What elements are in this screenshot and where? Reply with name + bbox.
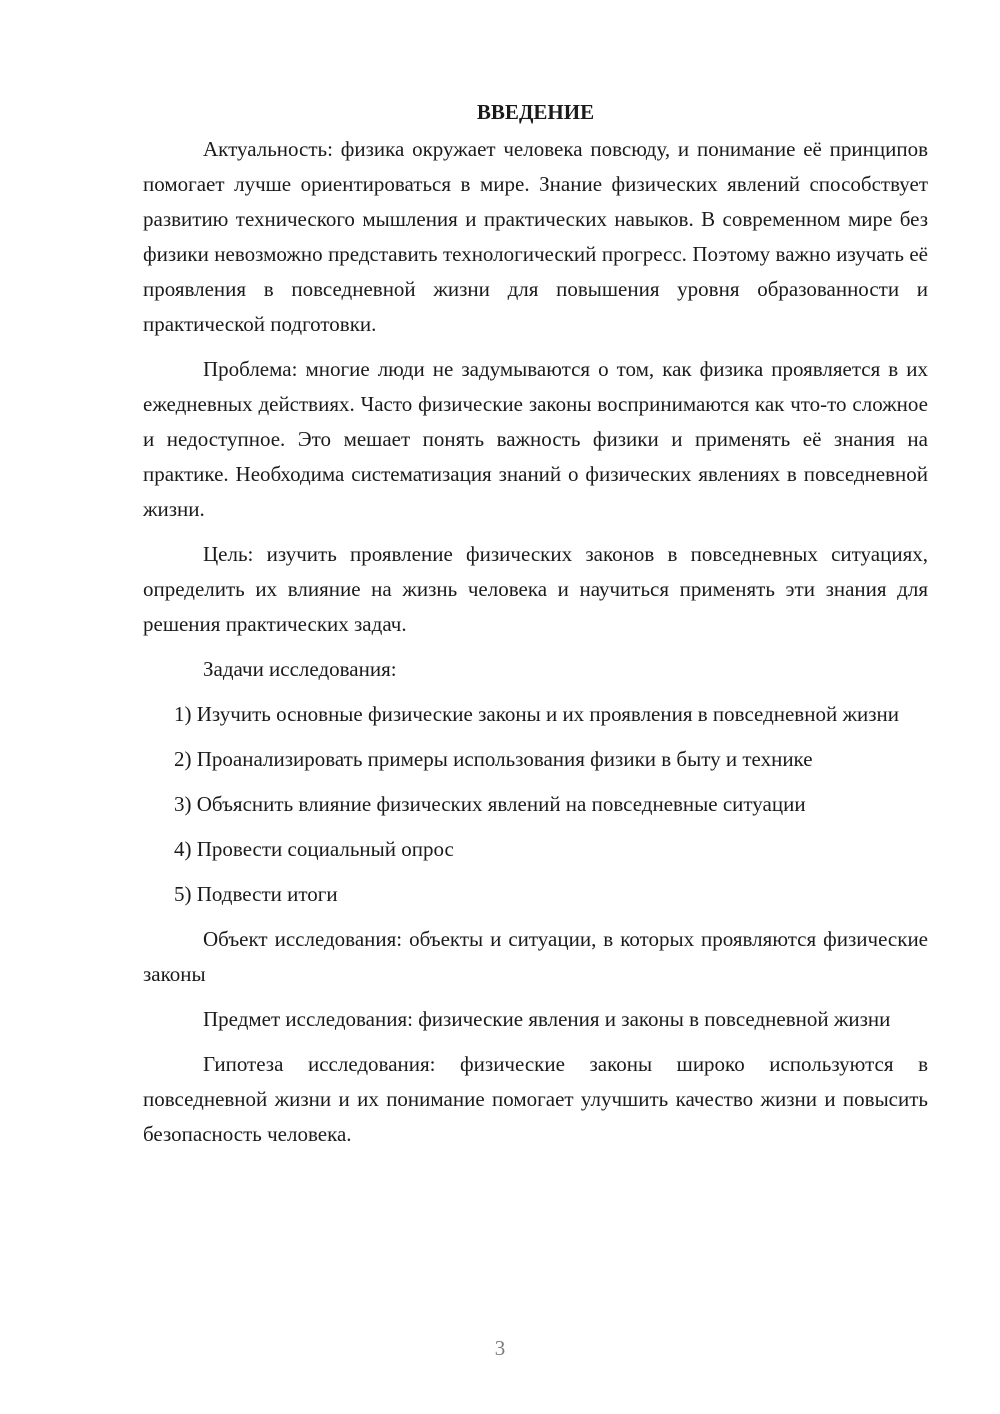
paragraph-relevance: Актуальность: физика окружает человека повсюду, и понимание её принципов помогает лучше ориентироваться в мире. Знание физических явлений способствует развитию технического мышления и практических навыков. В современном мире без физики невозможно представить технологический прогресс. Поэтому важно изучать её проявления в повседневной жизни для повышения уровня образованности и практической подготовки. xyxy=(143,137,928,336)
tasks-list xyxy=(143,697,928,912)
paragraph-problem: Проблема: многие люди не задумываются о том, как физика проявляется в их ежедневных действиях. Часто физические законы воспринимаются как что-то сложное и недоступное. Это мешает понять важность физики и применять её знания на практике. Необходима систематизация знаний о физических явлениях в повседневной жизни. xyxy=(143,357,928,521)
page-number: 3 xyxy=(494,1336,506,1360)
paragraph-subject: Предмет исследования: физические явления и законы в повседневной жизни xyxy=(203,1007,891,1031)
tasks-heading: Задачи исследования: xyxy=(203,657,397,681)
list-item: 2) Проанализировать примеры использования физики в быту и технике xyxy=(174,747,813,771)
list-item: 3) Объяснить влияние физических явлений на повседневные ситуации xyxy=(174,792,806,816)
document-page xyxy=(143,95,928,1162)
paragraph-object: Объект исследования: объекты и ситуации, в которых проявляются физические законы xyxy=(143,927,928,986)
paragraph-goal: Цель: изучить проявление физических законов в повседневных ситуациях, определить их влияние на жизнь человека и научиться применять эти знания для решения практических задач. xyxy=(143,542,928,636)
paragraph-hypothesis: Гипотеза исследования: физические законы широко используются в повседневной жизни и их понимание помогает улучшить качество жизни и повысить безопасность человека. xyxy=(143,1052,928,1146)
list-item: 5) Подвести итоги xyxy=(174,882,338,906)
page-title: ВВЕДЕНИЕ xyxy=(476,100,595,124)
list-item: 4) Провести социальный опрос xyxy=(174,837,454,861)
list-item: 1) Изучить основные физические законы и их проявления в повседневной жизни xyxy=(174,702,899,726)
